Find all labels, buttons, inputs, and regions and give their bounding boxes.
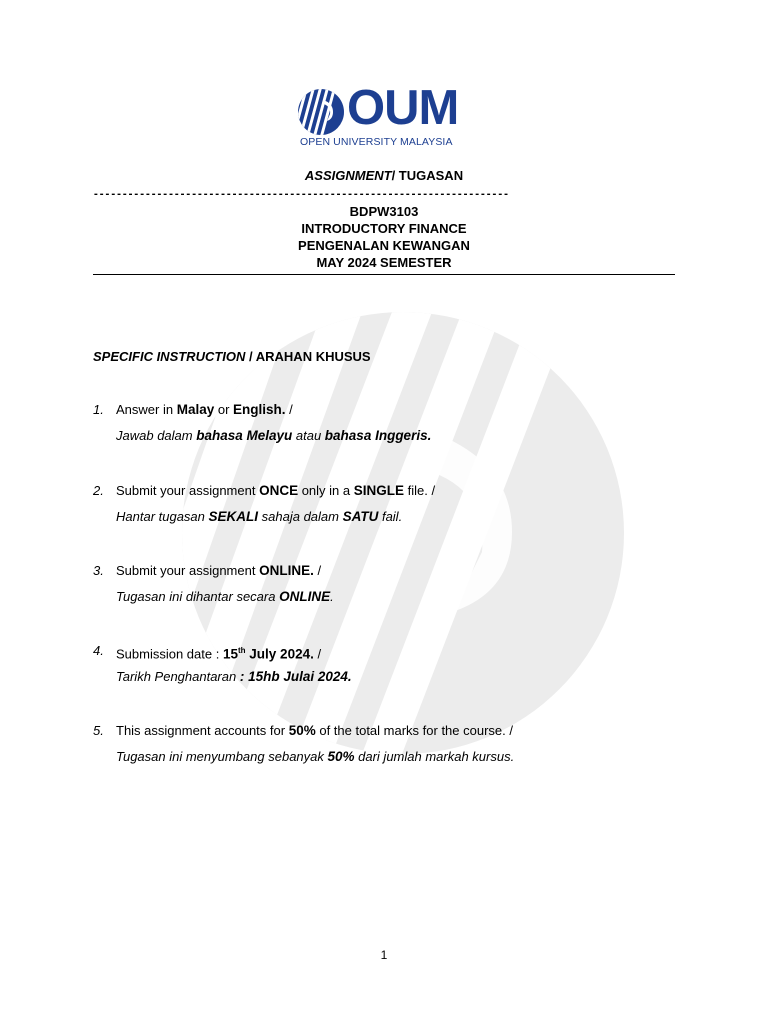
instruction-heading-italic: SPECIFIC INSTRUCTION xyxy=(93,349,246,364)
item-text-ms: Tugasan ini menyumbang sebanyak 50% dari jumlah markah kursus. xyxy=(116,749,515,764)
item-text-ms: Tugasan ini dihantar secara ONLINE. xyxy=(116,589,334,604)
oum-emblem-icon xyxy=(297,88,345,136)
item-number: 5. xyxy=(93,723,104,738)
item-text-ms: Hantar tugasan SEKALI sahaja dalam SATU fail. xyxy=(116,509,403,524)
page-number: 1 xyxy=(380,948,388,962)
logo-wordmark: OUM xyxy=(347,81,459,135)
assignment-title-italic: ASSIGNMENT xyxy=(304,168,392,183)
item-number: 3. xyxy=(93,563,104,578)
item-text-en: Answer in Malay or English. / xyxy=(116,402,293,417)
dashed-divider: ------------------------------------------------------------------------ xyxy=(93,189,509,200)
logo-subtitle: OPEN UNIVERSITY MALAYSIA xyxy=(300,136,453,148)
course-code: BDPW3103 xyxy=(349,204,419,219)
header-rule xyxy=(93,274,675,275)
item-text-ms: Tarikh Penghantaran : 15hb Julai 2024. xyxy=(116,669,352,684)
instruction-heading-rest: / ARAHAN KHUSUS xyxy=(245,349,371,364)
item-text-en: Submit your assignment ONLINE. / xyxy=(116,563,322,578)
oum-logo xyxy=(297,81,472,154)
course-header xyxy=(0,203,768,271)
item-text-en: Submit your assignment ONCE only in a SINGLE file. / xyxy=(116,483,436,498)
course-name-ms: PENGENALAN KEWANGAN xyxy=(298,238,470,253)
course-name-en: INTRODUCTORY FINANCE xyxy=(301,221,467,236)
item-text-en: Submission date : 15th July 2024. / xyxy=(116,646,322,662)
item-number: 2. xyxy=(93,483,104,498)
semester: MAY 2024 SEMESTER xyxy=(316,255,452,270)
item-text-ms: Jawab dalam bahasa Melayu atau bahasa Inggeris. xyxy=(116,428,432,443)
assignment-title-rest: / TUGASAN xyxy=(391,168,464,183)
item-number: 4. xyxy=(93,643,104,658)
assignment-title xyxy=(0,167,768,184)
item-text-en: This assignment accounts for 50% of the total marks for the course. / xyxy=(116,723,513,738)
instruction-heading xyxy=(93,348,371,365)
oum-watermark-icon xyxy=(182,312,624,754)
item-number: 1. xyxy=(93,402,104,417)
